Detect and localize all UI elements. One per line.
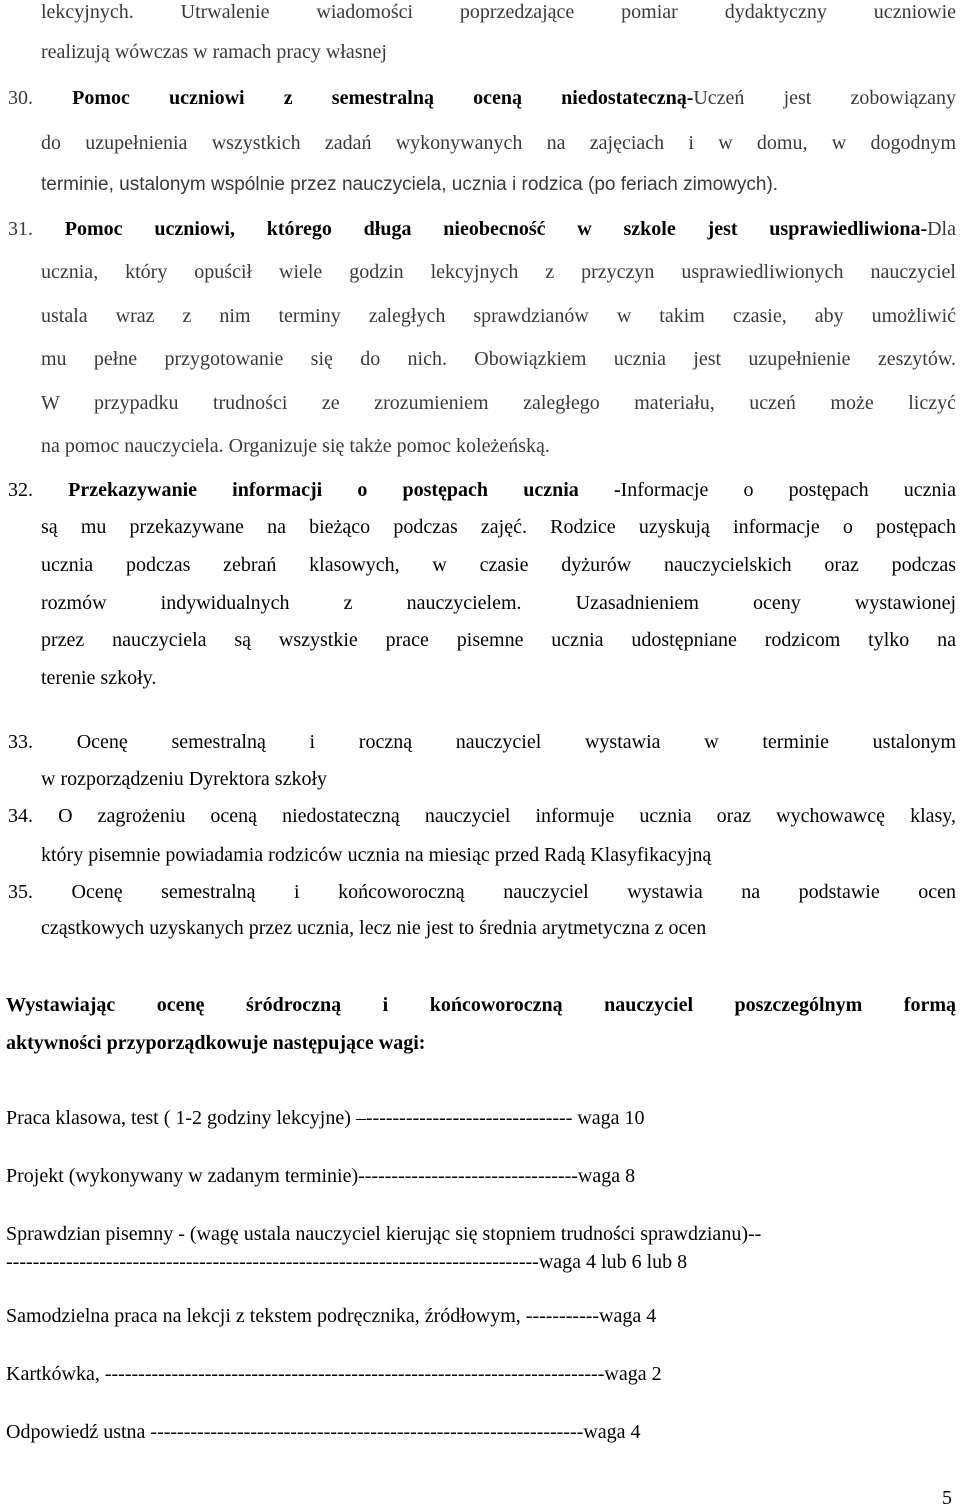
list-item-32 xyxy=(8,480,956,500)
weight-item: Odpowiedź ustna -----------------------------------------------------------------waga 4 xyxy=(6,1421,641,1443)
paragraph-line: terminie, ustalonym wspólnie przez nauczyciela, ucznia i rodzica (po feriach zimowych). xyxy=(41,174,779,195)
paragraph-line: przez nauczyciela są wszystkie prace pisemne ucznia udostępniane rodzicom tylko na xyxy=(41,629,956,651)
list-number: 31. xyxy=(8,218,33,240)
section-heading xyxy=(6,995,956,1015)
item-text: Uczeń jest zobowiązany xyxy=(693,87,957,109)
paragraph-line: terenie szkoły. xyxy=(41,667,157,689)
paragraph-line: do uzupełnienia wszystkich zadań wykonywanych na zajęciach i w domu, w dogodnym xyxy=(41,132,956,154)
weight-item: Sprawdzian pisemny - (wagę ustala nauczyciel kierując się stopniem trudności sprawdzianu)-- xyxy=(6,1223,762,1245)
list-item-34: 34. O zagrożeniu oceną niedostateczną nauczyciel informuje ucznia oraz wychowawcę klasy, xyxy=(8,805,956,827)
paragraph-line: mu pełne przygotowanie się do nich. Obowiązkiem ucznia jest uzupełnienie zeszytów. xyxy=(41,348,956,370)
weight-item: Kartkówka, ---------------------------------------------------------------------------waga 2 xyxy=(6,1363,662,1385)
list-number: 32. xyxy=(8,479,33,501)
paragraph-line: ustala wraz z nim terminy zaległych sprawdzianów w takim czasie, aby umożliwić xyxy=(41,305,956,327)
paragraph-line: w rozporządzeniu Dyrektora szkoły xyxy=(41,768,327,790)
paragraph-line: cząstkowych uzyskanych przez ucznia, lecz nie jest to średnia arytmetyczna z ocen xyxy=(41,917,707,939)
paragraph-line: który pisemnie powiadamia rodziców ucznia na miesiąc przed Radą Klasyfikacyjną xyxy=(41,844,712,866)
paragraph-line: rozmów indywidualnych z nauczycielem. Uzasadnieniem oceny wystawionej xyxy=(41,592,956,614)
section-heading-cont xyxy=(6,1033,425,1053)
item-title: Pomoc uczniowi z semestralną oceną niedostateczną- xyxy=(72,87,694,109)
paragraph-line: W przypadku trudności ze zrozumieniem zaległego materiału, uczeń może liczyć xyxy=(41,392,956,414)
list-item-33: 33. Ocenę semestralną i roczną nauczyciel wystawia w terminie ustalonym xyxy=(8,731,956,753)
item-text: Informacje o postępach ucznia xyxy=(620,479,956,501)
item-title: Przekazywanie informacji o postępach ucznia - xyxy=(68,479,621,501)
paragraph-line: lekcyjnych. Utrwalenie wiadomości poprzedzające pomiar dydaktyczny uczniowie xyxy=(41,1,956,23)
weight-item: Projekt (wykonywany w zadanym terminie)---------------------------------waga 8 xyxy=(6,1165,636,1187)
paragraph-line: realizują wówczas w ramach pracy własnej xyxy=(41,41,387,63)
weight-item: Samodzielna praca na lekcji z tekstem podręcznika, źródłowym, -----------waga 4 xyxy=(6,1305,657,1327)
page-number: 5 xyxy=(942,1487,952,1509)
list-item-35: 35. Ocenę semestralną i końcoworoczną nauczyciel wystawia na podstawie ocen xyxy=(8,881,956,903)
list-item-30 xyxy=(8,88,956,108)
weight-item-cont: --------------------------------------------------------------------------------waga 4 lub 6 lub 8 xyxy=(6,1251,688,1273)
item-title: Pomoc uczniowi, którego długa nieobecność w szkole jest usprawiedliwiona- xyxy=(64,218,928,240)
item-text: Dla xyxy=(927,218,956,240)
paragraph-line: ucznia podczas zebrań klasowych, w czasie dyżurów nauczycielskich oraz podczas xyxy=(41,554,956,576)
list-number: 30. xyxy=(8,87,33,109)
paragraph-line: na pomoc nauczyciela. Organizuje się także pomoc koleżeńską. xyxy=(41,435,550,457)
list-item-31 xyxy=(8,219,956,239)
heading-line-2: aktywności przyporządkowuje następujące wagi: xyxy=(6,1032,426,1054)
paragraph-line: są mu przekazywane na bieżąco podczas zajęć. Rodzice uzyskują informacje o postępach xyxy=(41,516,956,538)
paragraph-line: ucznia, który opuścił wiele godzin lekcyjnych z przyczyn usprawiedliwionych nauczyciel xyxy=(41,261,956,283)
heading-line-1: Wystawiając ocenę śródroczną i końcoworoczną nauczyciel poszczególnym formą xyxy=(6,994,956,1016)
weight-item: Praca klasowa, test ( 1-2 godziny lekcyjne) –------------------------------- waga 10 xyxy=(6,1107,645,1129)
